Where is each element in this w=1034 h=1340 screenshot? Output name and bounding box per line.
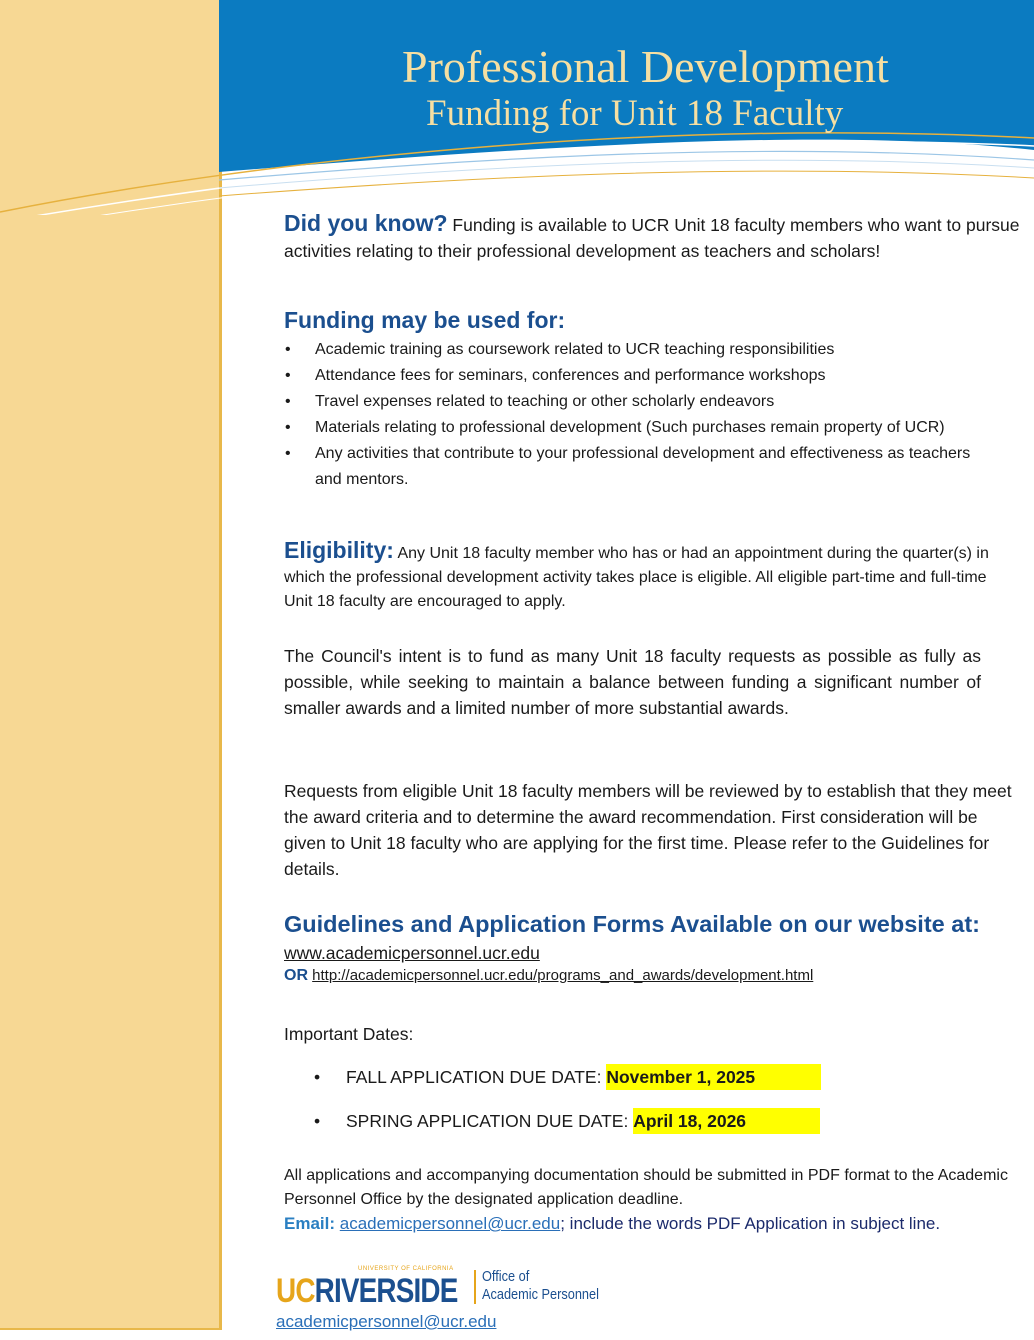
requests-paragraph: Requests from eligible Unit 18 faculty members will be reviewed by to establish that they meet the award criteria and to determine the award recommendation. First consideration will be given to Unit 18 faculty who are applying for the first time. Please refer to the Guidelines for details. <box>284 781 1012 879</box>
logo-small-text: UNIVERSITY OF CALIFORNIA <box>358 1266 454 1272</box>
footer-email <box>276 1311 496 1333</box>
dates-list <box>314 1064 1014 1134</box>
guidelines-heading: Guidelines and Application Forms Available on our website at: <box>284 911 980 937</box>
spring-date-label: SPRING APPLICATION DUE DATE: <box>346 1111 634 1131</box>
submission-text: All applications and accompanying documentation should be submitted in PDF format to the Academic Personnel Office by the designated application deadline. <box>284 1167 1008 1208</box>
funding-section <box>284 305 1029 493</box>
logo-office-line2: Academic Personnel <box>482 1286 599 1303</box>
spring-date-value: April 18, 2026 <box>633 1108 820 1134</box>
eligibility-text: Any Unit 18 faculty member who has or had an appointment during the quarter(s) in which the professional development activity takes place is eligible. All eligible part-time and full-time Unit 18 faculty are encouraged to apply. <box>284 545 989 610</box>
email-link[interactable]: academicpersonnel@ucr.edu <box>339 1214 561 1233</box>
logo-riverside: RIVERSIDE <box>314 1272 458 1310</box>
council-paragraph: The Council's intent is to fund as many Unit 18 faculty requests as possible as fully as possible, while seeking to maintain a balance between funding a significant number of smaller awards and a limited number of more substantial awards. <box>284 646 981 718</box>
logo-divider <box>474 1270 476 1304</box>
fall-date-value: November 1, 2025 <box>606 1064 821 1090</box>
funding-heading: Funding may be used for: <box>284 307 566 333</box>
guidelines-section <box>284 908 1029 986</box>
list-item: • Travel expenses related to teaching or other scholarly endeavors <box>284 389 1029 415</box>
list-item: • Academic training as coursework related to UCR teaching responsibilities <box>284 337 1029 363</box>
funding-list <box>284 337 1029 493</box>
list-item: • Materials relating to professional development (Such purchases remain property of UCR) <box>284 415 1029 441</box>
or-label: OR <box>284 967 308 984</box>
page-title: Professional Development <box>402 41 889 92</box>
email-label: Email: <box>284 1214 336 1233</box>
logo-uc: UC <box>276 1272 315 1310</box>
important-dates-label: Important Dates: <box>284 1024 414 1044</box>
eligibility-section <box>284 538 1009 614</box>
email-instructions: ; include the words PDF Application in subject line. <box>560 1214 941 1233</box>
fall-date-item: • FALL APPLICATION DUE DATE: November 1, 2025 <box>314 1064 1014 1090</box>
logo-office-line1: Office of <box>482 1268 530 1285</box>
email-line <box>284 1212 1034 1236</box>
website-link[interactable]: www.academicpersonnel.ucr.edu <box>284 943 540 963</box>
page-subtitle: Funding for Unit 18 Faculty <box>426 93 844 134</box>
eligibility-heading: Eligibility: <box>284 537 394 563</box>
list-item: • Attendance fees for seminars, conferences and performance workshops <box>284 363 1029 389</box>
header-banner <box>0 0 1034 215</box>
intro-text: Funding is available to UCR Unit 18 faculty members who want to pursue activities relating to their professional development as teachers and scholars! <box>284 215 1020 261</box>
spring-date-item: • SPRING APPLICATION DUE DATE: April 18, 2026 <box>314 1108 1014 1134</box>
intro-section <box>284 210 1029 264</box>
fall-date-label: FALL APPLICATION DUE DATE: <box>346 1067 607 1087</box>
ucr-logo <box>276 1266 636 1312</box>
list-item: • Any activities that contribute to your professional development and effectiveness as teachers and mentors. <box>284 441 1029 493</box>
footer-email-link[interactable]: academicpersonnel@ucr.edu <box>276 1312 497 1331</box>
intro-heading: Did you know? <box>284 210 448 236</box>
development-page-link[interactable]: http://academicpersonnel.ucr.edu/programs_and_awards/development.html <box>312 967 814 984</box>
